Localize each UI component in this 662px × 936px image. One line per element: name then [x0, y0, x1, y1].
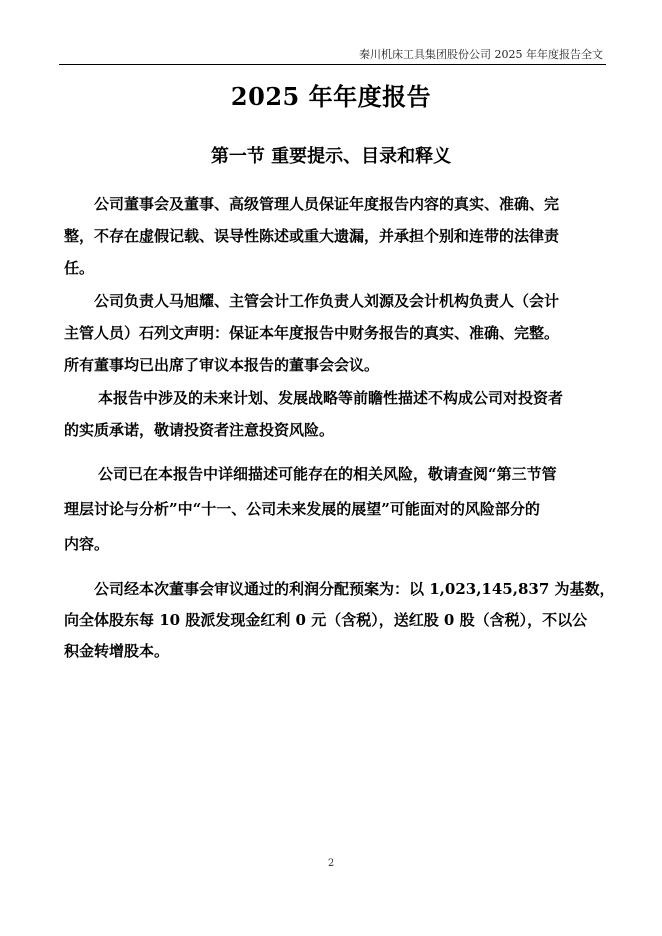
paragraph-line: 理层讨论与分析”中“十一、公司未来发展的展望”可能面对的风险部分的 [64, 500, 540, 518]
paragraph-line: 本报告中涉及的未来计划、发展战略等前瞻性描述不构成公司对投资者 [98, 389, 564, 407]
header-divider [59, 64, 606, 65]
paragraph-forward-looking [64, 382, 586, 446]
paragraph-line: 整，不存在虚假记载、误导性陈述或重大遗漏，并承担个别和连带的法律责 [64, 227, 560, 245]
section-heading: 第一节 重要提示、目录和释义 [210, 146, 452, 167]
paragraph-line: 公司已在本报告中详细描述可能存在的相关风险，敬请查阅“第三节管 [98, 465, 557, 483]
paragraph-line: 所有董事均已出席了审议本报告的董事会会议。 [64, 356, 380, 374]
paragraph-line: 主管人员）石列文声明：保证本年度报告中财务报告的真实、准确、完整。 [64, 324, 560, 342]
paragraph-profit-distribution [64, 574, 615, 667]
running-header: 秦川机床工具集团股份公司 2025 年年度报告全文 [359, 48, 603, 61]
paragraph-risk-description [64, 457, 586, 562]
paragraph-line: 公司经本次董事会审议通过的利润分配预案为：以 1,023,145,837 为基数， [94, 580, 615, 598]
paragraph-line: 的实质承诺，敬请投资者注意投资风险。 [64, 421, 335, 439]
paragraph-line: 公司董事会及董事、高级管理人员保证年度报告内容的真实、准确、完 [94, 195, 560, 213]
paragraph-line: 任。 [64, 259, 95, 277]
page-number: 2 [327, 858, 335, 869]
report-title: 2025 年年度报告 [230, 82, 432, 111]
paragraph-board-guarantee [64, 188, 586, 284]
paragraph-line: 公司负责人马旭耀、主管会计工作负责人刘源及会计机构负责人（会计 [94, 292, 560, 310]
paragraph-line: 向全体股东每 10 股派发现金红利 0 元（含税），送红股 0 股（含税），不以公 [64, 611, 588, 629]
paragraph-line: 积金转增股本。 [64, 642, 170, 660]
paragraph-line: 内容。 [64, 535, 110, 553]
paragraph-responsible-persons [64, 285, 586, 381]
